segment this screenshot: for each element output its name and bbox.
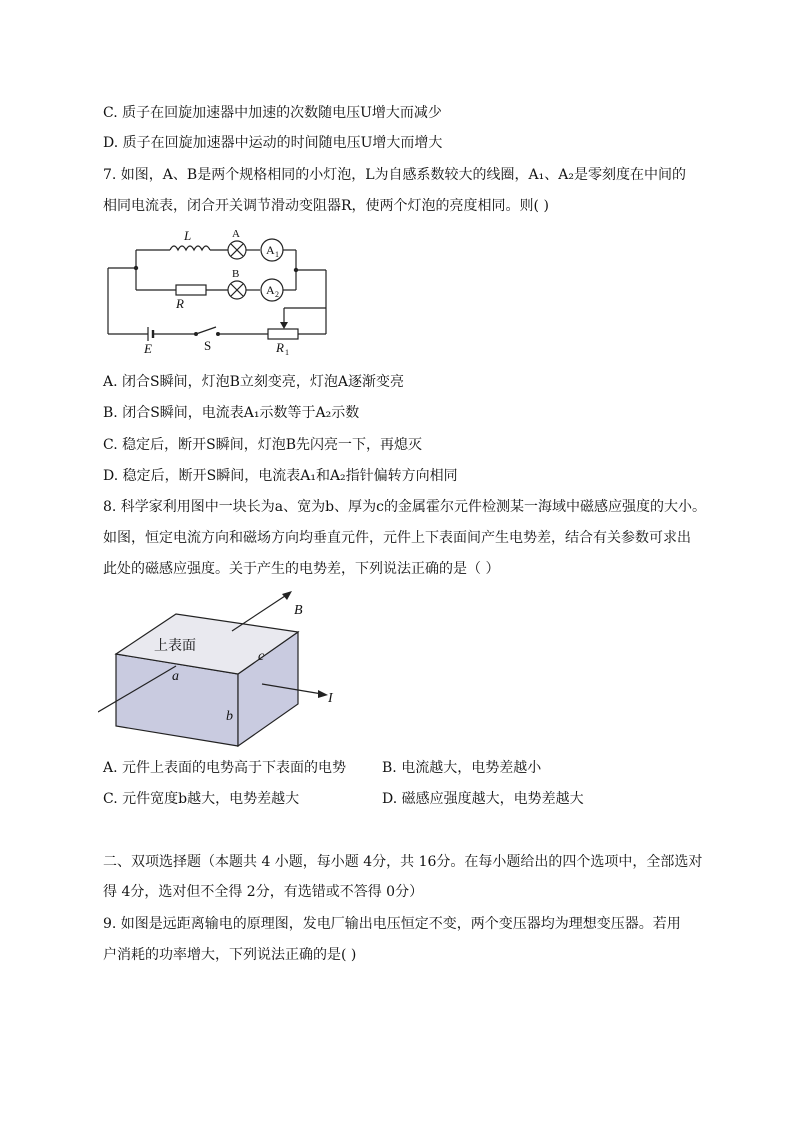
label-ammeter-A1: A [266,243,275,257]
q8-option-c: C. 元件宽度b越大，电势差越大 [103,791,300,807]
q9-stem-line2: 户消耗的功率增大，下列说法正确的是( ) [103,947,357,963]
label-L: L [184,228,192,243]
q8-stem-line1: 8. 科学家利用图中一块长为a、宽为b、厚为c的金属霍尔元件检测某一海域中磁感应强度的大小。 [103,499,706,515]
q7-option-d: D. 稳定后，断开S瞬间，电流表A₁和A₂指针偏转方向相同 [103,468,458,484]
q7-option-a: A. 闭合S瞬间，灯泡B立刻变亮，灯泡A逐渐变亮 [103,374,404,390]
label-lamp-B: B [232,268,240,280]
label-S: S [204,338,212,353]
section2-heading-line2: 得 4分，选对但不全得 2分，有选错或不答得 0分） [103,884,424,900]
q7-stem-line2: 相同电流表，闭合开关调节滑动变阻器R，使两个灯泡的亮度相同。则( ) [103,198,549,214]
label-I-current: I [328,691,333,706]
q8-option-a: A. 元件上表面的电势高于下表面的电势 [103,760,347,776]
label-a: a [172,669,179,684]
q7-option-b: B. 闭合S瞬间，电流表A₁示数等于A₂示数 [103,405,360,421]
section2-heading-line1: 二、双项选择题（本题共 4 小题，每小题 4分，共 16分。在每小题给出的四个选项中，全部选对 [103,854,703,870]
hall-element-diagram [98,588,358,753]
q8-stem-line3: 此处的磁感应强度。关于产生的电势差，下列说法正确的是（ ） [103,561,500,577]
q6-option-c: C. 质子在回旋加速器中加速的次数随电压U增大而减少 [103,105,442,121]
label-b: b [226,709,233,724]
q7-option-c: C. 稳定后，断开S瞬间，灯泡B先闪亮一下，再熄灭 [103,437,422,453]
q6-option-d: D. 质子在回旋加速器中运动的时间随电压U增大而增大 [103,135,443,151]
q8-stem-line2: 如图，恒定电流方向和磁场方向均垂直元件，元件上下表面间产生电势差，结合有关参数可求出 [103,530,691,546]
label-B-field: B [294,603,303,618]
q7-stem-line1: 7. 如图，A、B是两个规格相同的小灯泡，L为自感系数较大的线圈，A₁、A₂是零刻度在中间的 [103,167,686,183]
q9-stem-line1: 9. 如图是远距离输电的原理图，发电厂输出电压恒定不变，两个变压器均为理想变压器。若用 [103,916,681,932]
circuit-diagram [100,226,340,356]
label-R1-sub: 1 [285,348,289,356]
label-ammeter-A2: A [266,283,275,297]
label-E: E [144,341,152,356]
label-R: R [176,296,184,311]
label-ammeter-A2-sub: 2 [275,290,279,299]
label-c: c [258,649,265,664]
q8-option-d: D. 磁感应强度越大，电势差越大 [382,791,584,807]
label-top-surface: 上表面 [154,638,196,654]
label-ammeter-A1-sub: 1 [275,250,279,259]
label-lamp-A: A [232,228,240,240]
label-R1: R [276,340,284,355]
q8-option-b: B. 电流越大，电势差越小 [382,760,542,776]
